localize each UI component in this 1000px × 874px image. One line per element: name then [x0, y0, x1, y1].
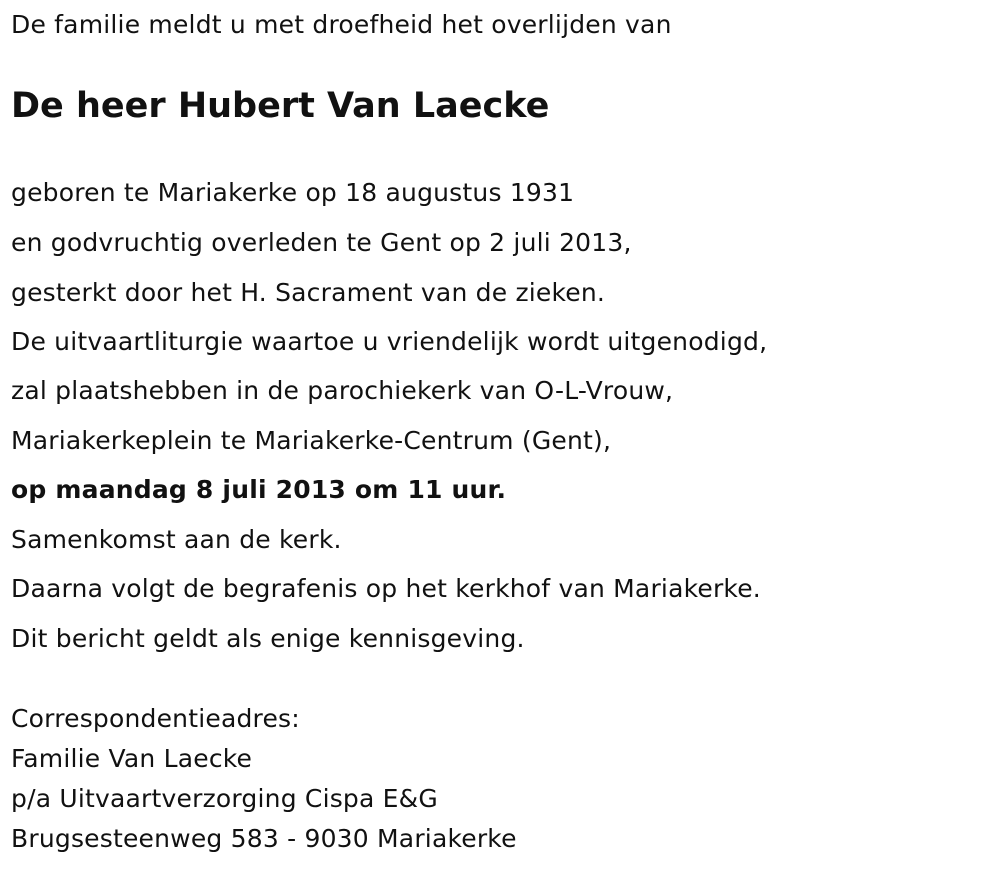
burial-line: Daarna volgt de begrafenis op het kerkhof van Mariakerke.	[11, 574, 761, 603]
liturgy-invitation-line: De uitvaartliturgie waartoe u vriendelijk wordt uitgenodigd,	[11, 327, 768, 356]
deceased-name: De heer Hubert Van Laecke	[11, 86, 550, 126]
church-line: zal plaatshebben in de parochiekerk van O-L-Vrouw,	[11, 376, 674, 405]
service-datetime: op maandag 8 juli 2013 om 11 uur.	[11, 475, 507, 504]
notification-line: Dit bericht geldt als enige kennisgeving.	[11, 624, 525, 653]
correspondence-family: Familie Van Laecke	[11, 744, 253, 773]
church-address-line: Mariakerkeplein te Mariakerke-Centrum (Gent),	[11, 426, 612, 455]
correspondence-care-of: p/a Uitvaartverzorging Cispa E&G	[11, 784, 438, 813]
intro-text: De familie meldt u met droefheid het overlijden van	[11, 10, 672, 39]
correspondence-address: Brugsesteenweg 583 - 9030 Mariakerke	[11, 824, 517, 853]
birth-line: geboren te Mariakerke op 18 augustus 1931	[11, 178, 575, 207]
sacrament-line: gesterkt door het H. Sacrament van de zieken.	[11, 278, 606, 307]
gathering-line: Samenkomst aan de kerk.	[11, 525, 342, 554]
death-line: en godvruchtig overleden te Gent op 2 juli 2013,	[11, 228, 632, 257]
correspondence-label: Correspondentieadres:	[11, 704, 300, 733]
